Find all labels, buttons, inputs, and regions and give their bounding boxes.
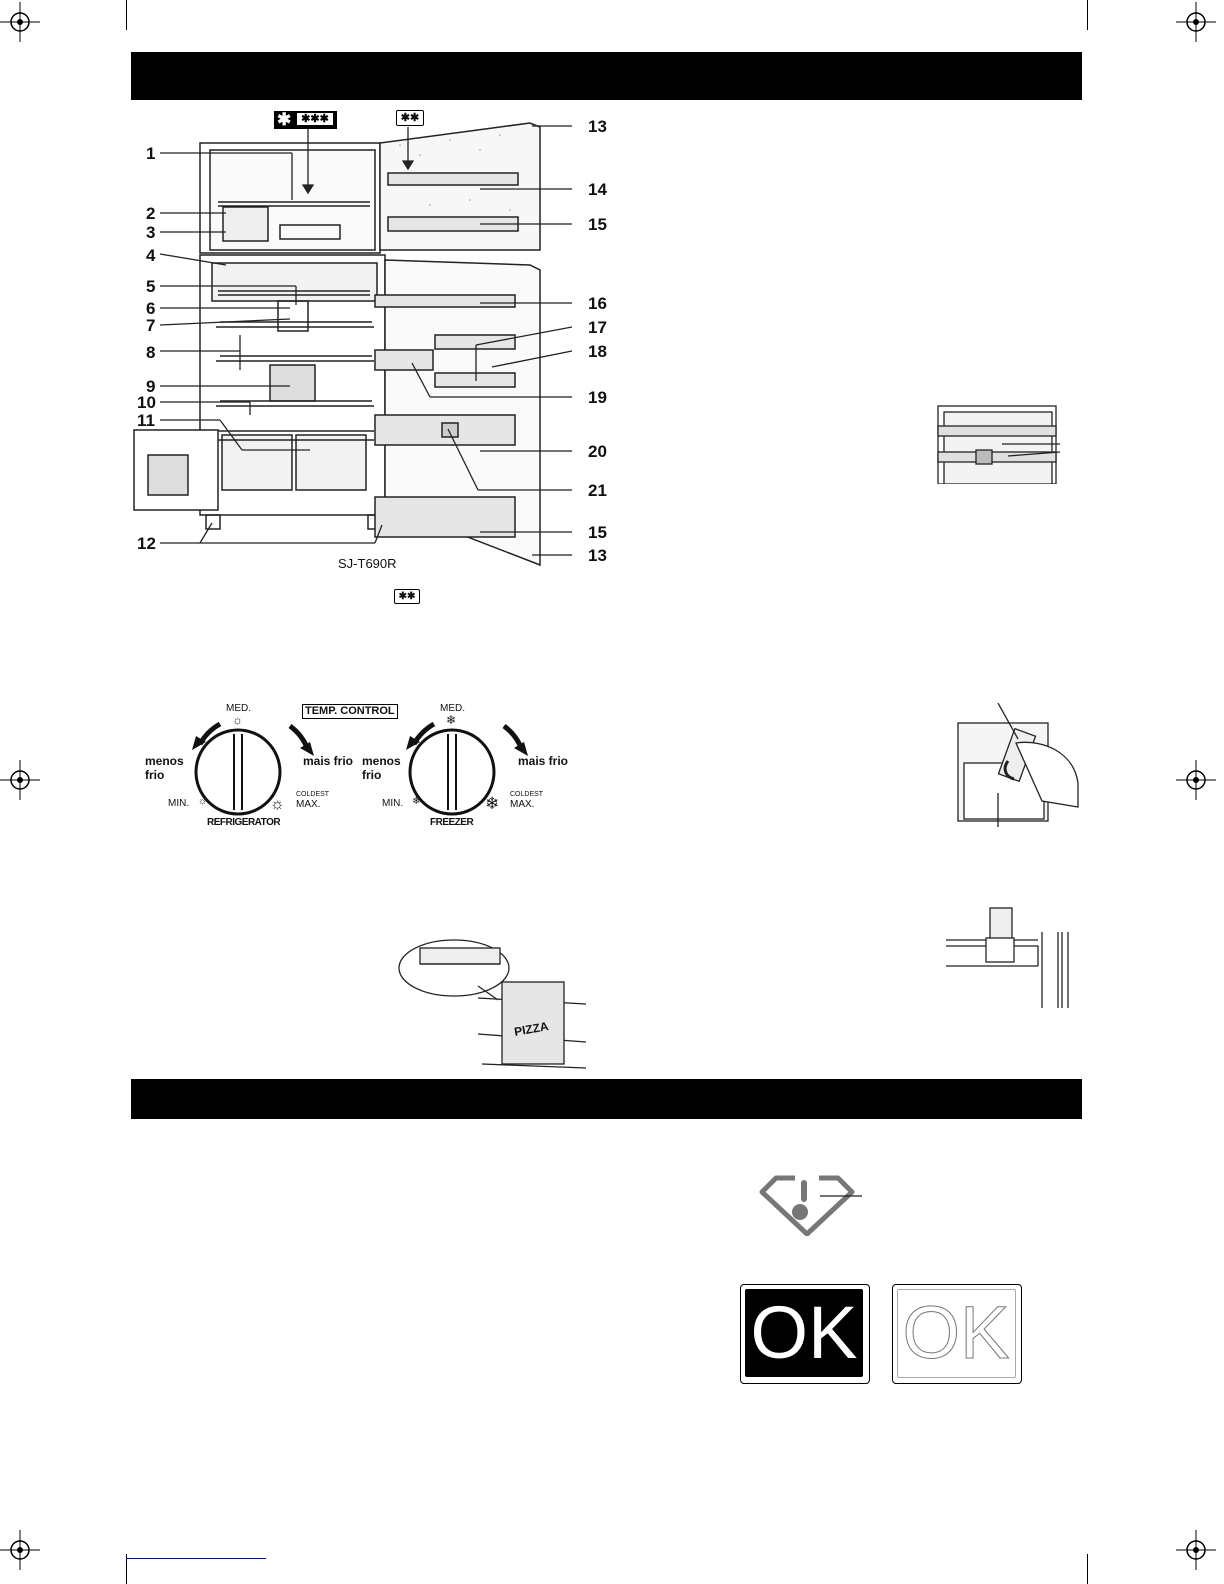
callout-13b: 13 [588, 546, 607, 565]
snowflake-icon: ☼ [198, 796, 208, 807]
callout-3: 3 [146, 223, 156, 242]
callout-9: 9 [146, 377, 156, 396]
registration-mark-icon [0, 1530, 40, 1570]
thermometer-indicator-icon [758, 1170, 864, 1236]
frz-max-label: MAX. [510, 799, 535, 810]
callout-4: 4 [146, 246, 156, 265]
registration-mark-icon [1176, 1530, 1216, 1570]
freezer-rating-badge [274, 111, 337, 129]
ref-med-label: MED. [226, 703, 251, 714]
callout-15b: 15 [588, 523, 607, 542]
callout-17: 17 [588, 318, 607, 337]
callout-19: 19 [588, 388, 607, 407]
bottle-holder-illustration [946, 904, 1074, 1012]
frz-less-cold-label: menos frio [362, 754, 401, 782]
callout-15: 15 [588, 215, 607, 234]
snowflake-icon: ☼ [232, 713, 243, 727]
callout-6: 6 [146, 299, 156, 318]
snowflake-icon: ✱ [277, 110, 292, 129]
callout-21: 21 [588, 481, 607, 500]
ref-coldest-label: COLDEST [296, 791, 330, 798]
registration-mark-icon [1176, 760, 1216, 800]
callout-14: 14 [588, 180, 607, 199]
pizza-label: PIZZA [513, 1019, 550, 1039]
note-rating-badge: ✱✱ [394, 589, 420, 604]
ref-max-label: MAX. [296, 799, 321, 810]
ok-outline-text: OK [902, 1291, 1010, 1374]
door-shelf-illustration [936, 404, 1064, 484]
callout-16: 16 [588, 294, 607, 313]
callout-20: 20 [588, 442, 607, 461]
ok-indicator-outline [892, 1284, 1022, 1384]
ref-less-cold-label: menos frio [145, 754, 184, 782]
ref-more-cold-label: mais frio [303, 754, 354, 768]
ref-min-label: MIN. [168, 798, 190, 809]
callout-11: 11 [137, 411, 155, 430]
callout-5: 5 [146, 277, 156, 296]
registration-mark-icon [0, 2, 40, 42]
callout-18: 18 [588, 342, 607, 361]
ice-tray-illustration [954, 703, 1082, 827]
crop-mark [126, 0, 127, 30]
callout-2: 2 [146, 204, 156, 223]
callout-1: 1 [146, 144, 156, 163]
registration-mark-icon [0, 760, 40, 800]
frz-more-cold-label: mais frio [518, 754, 569, 768]
pizza-shelf-illustration [398, 938, 588, 1074]
snowflake-icon: ❄ [485, 794, 500, 813]
snowflake-icon: ☼ [270, 796, 285, 813]
crop-mark [1087, 0, 1088, 30]
section-header-band-top [131, 52, 1082, 100]
registration-mark-icon [1176, 2, 1216, 42]
callout-12: 12 [137, 534, 156, 553]
refrigerator-dial-name: REFRIGERATOR [207, 817, 281, 828]
frz-coldest-label: COLDEST [510, 791, 544, 798]
frz-min-label: MIN. [382, 798, 404, 809]
frz-med-label: MED. [440, 703, 465, 714]
callout-8: 8 [146, 343, 156, 362]
callout-7: 7 [146, 316, 156, 335]
snowflake-icon: ❄ [412, 796, 421, 807]
snowflake-icon: ❄ [446, 713, 457, 727]
section-header-band-bottom [131, 1079, 1082, 1119]
temp-control-label: TEMP. CONTROL [302, 704, 398, 719]
callout-13: 13 [588, 117, 607, 136]
crop-mark [1087, 1554, 1088, 1584]
freezer-dial-name: FREEZER [430, 817, 474, 828]
freezer-rating-stars: ✱✱✱ [297, 113, 333, 125]
callout-10: 10 [137, 393, 156, 412]
footer-rule [126, 1558, 266, 1559]
ok-dark-text: OK [750, 1291, 858, 1374]
door-rating-badge: ✱✱ [396, 110, 424, 126]
model-label: SJ-T690R [338, 556, 397, 571]
refrigerator-diagram [130, 105, 630, 575]
ok-indicator-dark [740, 1284, 870, 1384]
